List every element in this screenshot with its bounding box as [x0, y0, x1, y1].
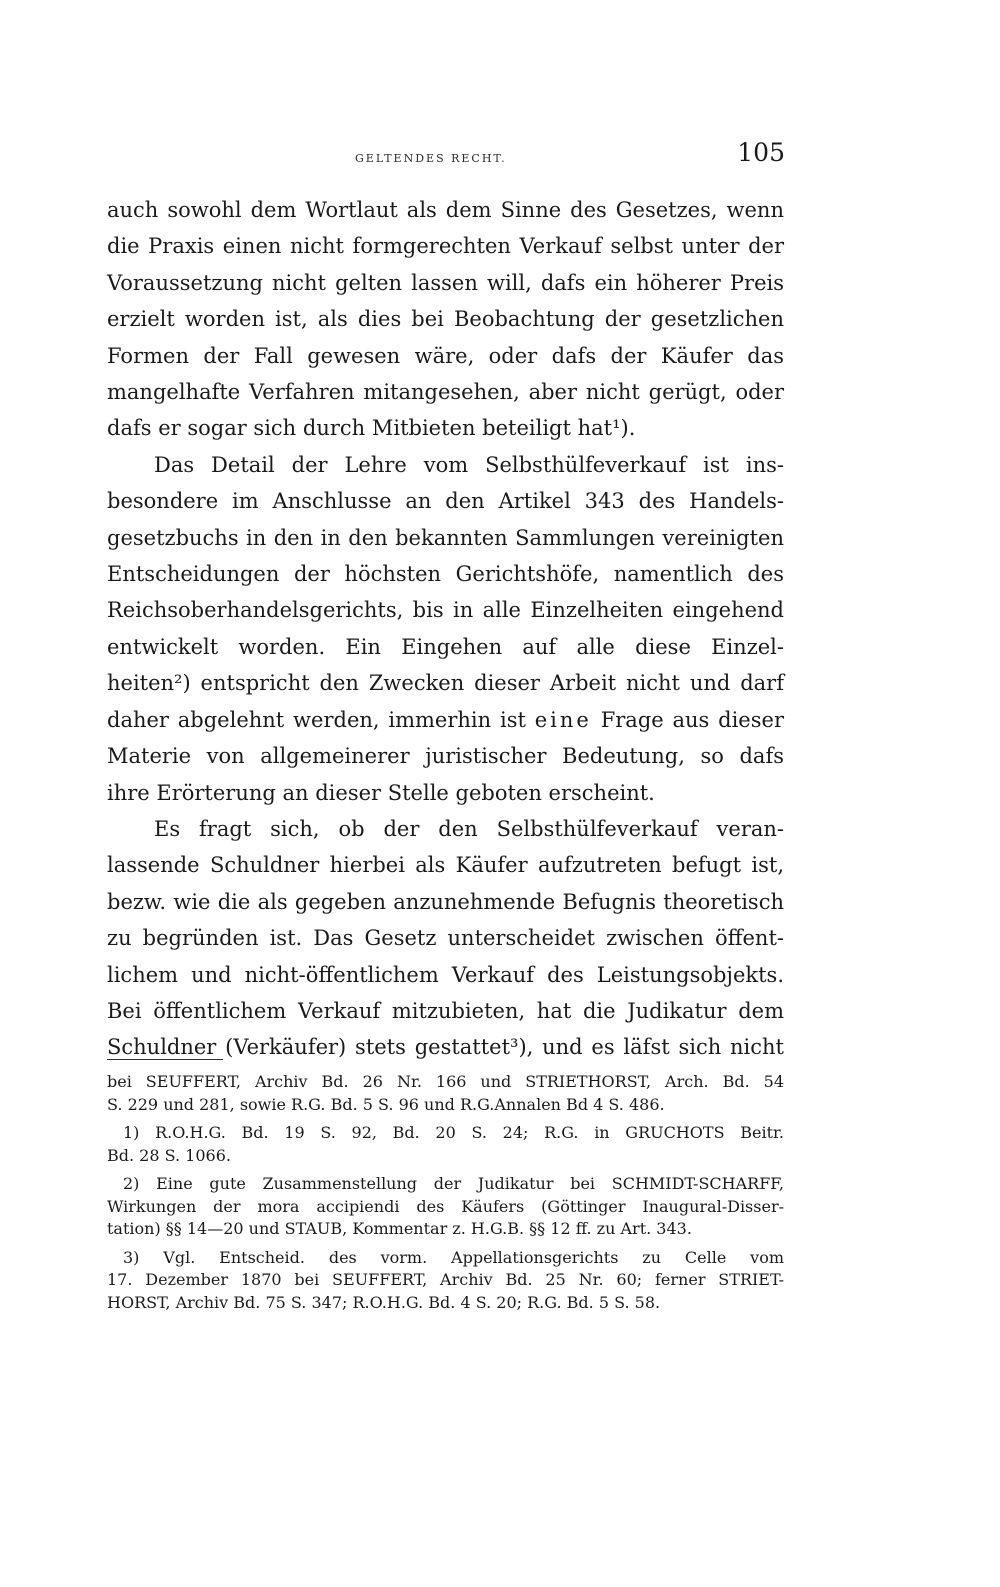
page-number: 105 — [737, 138, 785, 167]
footnote-line: 17. Dezember 1870 bei SEUFFERT, Archiv Bd. 25 Nr. 60; ferner STRIET- — [107, 1270, 784, 1289]
main-text — [107, 192, 784, 1066]
text-line: dafs er sogar sich durch Mitbieten beteiligt hat¹). — [107, 416, 636, 441]
text-line: auch sowohl dem Wortlaut als dem Sinne des Gesetzes, wenn — [107, 198, 784, 222]
footnote-line: 2) Eine gute Zusammenstellung der Judikatur bei SCHMIDT-SCHARFF, — [123, 1174, 784, 1193]
text-line: lichem und nicht-öffentlichem Verkauf des Leistungsobjekts. — [107, 962, 784, 987]
text-line: ihre Erörterung an dieser Stelle geboten erscheint. — [107, 780, 655, 805]
text-line: Schuldner (Verkäufer) stets gestattet³), und es läfst sich nicht — [107, 1035, 784, 1060]
text-line: Voraussetzung nicht gelten lassen will, dafs ein höherer Preis — [107, 270, 784, 295]
text-line: Bei öffentlichem Verkauf mitzubieten, hat die Judikatur dem — [107, 998, 784, 1023]
footnote-line: HORST, Archiv Bd. 75 S. 347; R.O.H.G. Bd. 4 S. 20; R.G. Bd. 5 S. 58. — [107, 1292, 661, 1312]
footnote-line: Wirkungen der mora accipiendi des Käufers (Göttinger Inaugural-Disser- — [107, 1196, 784, 1216]
text-line: heiten²) entspricht den Zwecken dieser Arbeit nicht und darf — [107, 671, 784, 696]
footnote-3 — [107, 1247, 784, 1315]
footnote-line: 3) Vgl. Entscheid. des vorm. Appellationsgerichts zu Celle vom — [123, 1247, 784, 1267]
footnote-1 — [107, 1122, 784, 1167]
text-line: Materie von allgemeinerer juristischer Bedeutung, so dafs — [107, 744, 784, 769]
text-line: besondere im Anschlusse an den Artikel 343 des Handels- — [107, 489, 784, 514]
paragraph-3 — [107, 811, 784, 1066]
footnote-line: S. 229 und 281, sowie R.G. Bd. 5 S. 96 und R.G.Annalen Bd 4 S. 486. — [107, 1094, 665, 1114]
text-line: Formen der Fall gewesen wäre, oder dafs der Käufer das — [107, 343, 784, 368]
page-header — [107, 138, 785, 178]
emphasized-word: eine — [534, 707, 592, 732]
text-line: Entscheidungen der höchsten Gerichtshöfe, namentlich des — [107, 562, 784, 587]
paragraph-2 — [107, 447, 784, 811]
text-line: erzielt worden ist, als dies bei Beobachtung der gesetzlichen — [107, 307, 784, 332]
footnote-rule — [107, 1059, 223, 1060]
text-line: entwickelt worden. Ein Eingehen auf alle diese Einzel- — [107, 634, 784, 659]
text-line: bezw. wie die als gegeben anzunehmende Befugnis theoretisch — [107, 889, 784, 914]
footnote-continuation — [107, 1071, 784, 1116]
text-line: Es fragt sich, ob der den Selbsthülfeverkauf veran- — [154, 816, 784, 841]
text-line: die Praxis einen nicht formgerechten Verkauf selbst unter der — [107, 234, 784, 259]
text-line: zu begründen ist. Das Gesetz unterscheidet zwischen öffent- — [107, 926, 784, 951]
text-line: gesetzbuchs in den in den bekannten Sammlungen vereinigten — [107, 525, 784, 550]
text-line: lassende Schuldner hierbei als Käufer aufzutreten befugt ist, — [107, 853, 784, 878]
text-line: Reichsoberhandelsgerichts, bis in alle Einzelheiten eingehend — [107, 598, 784, 623]
paragraph-1 — [107, 192, 784, 447]
text-line: mangelhafte Verfahren mitangesehen, aber nicht gerügt, oder — [107, 380, 784, 405]
footnote-line: bei SEUFFERT, Archiv Bd. 26 Nr. 166 und STRIETHORST, Arch. Bd. 54 — [107, 1072, 784, 1091]
running-title: GELTENDES RECHT. — [355, 152, 507, 165]
footnote-2 — [107, 1173, 784, 1241]
text-line-with-emphasis — [107, 702, 784, 738]
footnote-line: 1) R.O.H.G. Bd. 19 S. 92, Bd. 20 S. 24; R.G. in GRUCHOTS Beitr. — [123, 1123, 784, 1142]
text-line: Das Detail der Lehre vom Selbsthülfeverkauf ist ins- — [154, 452, 784, 477]
text-segment: Frage aus dieser — [600, 707, 784, 732]
footnotes — [107, 1071, 784, 1320]
footnote-line: tation) §§ 14—20 und STAUB, Kommentar z. H.G.B. §§ 12 ff. zu Art. 343. — [107, 1219, 692, 1238]
text-segment: daher abgelehnt werden, immerhin ist — [107, 707, 526, 732]
footnote-line: Bd. 28 S. 1066. — [107, 1145, 231, 1165]
